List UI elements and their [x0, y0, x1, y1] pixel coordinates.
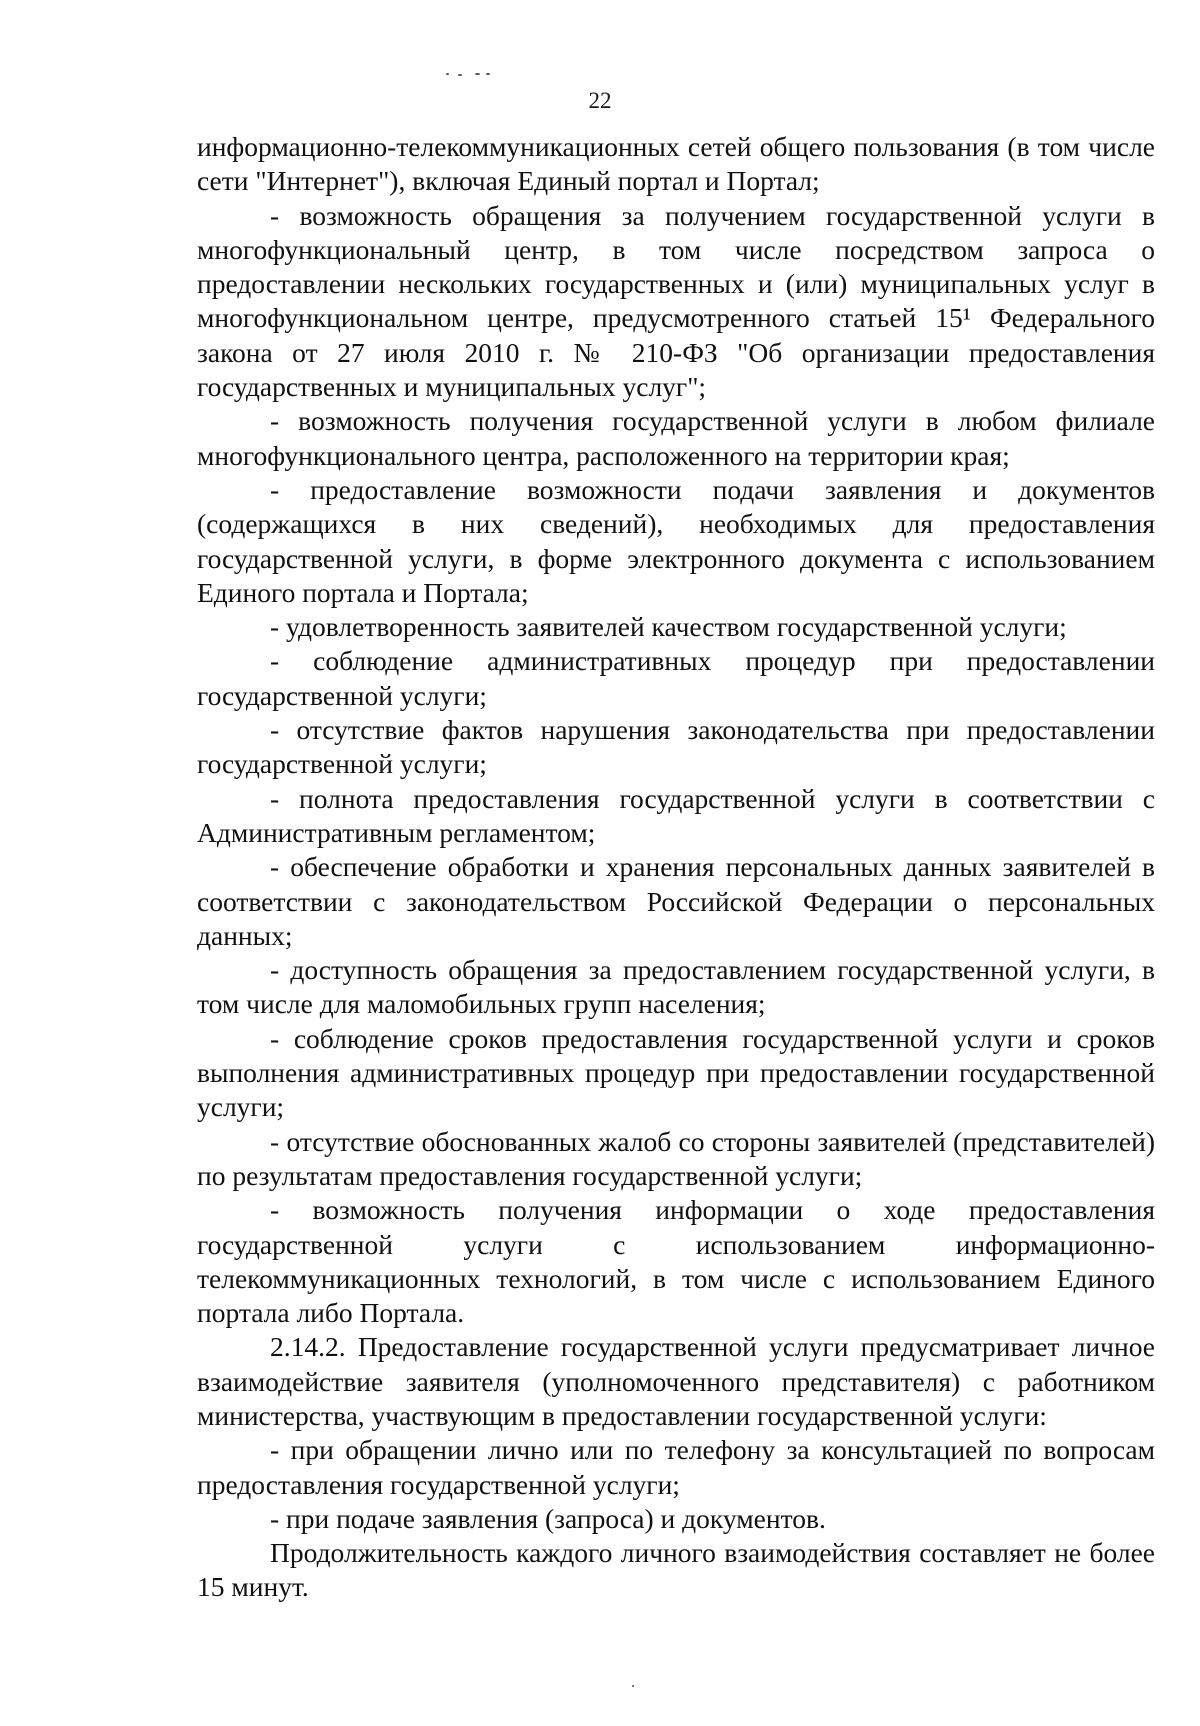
list-item-mfc-access: - возможность обращения за получением государственной услуги в многофункциональный центр, в том числе посредством запроса о предоставлении нескольких государственных и (или) муниципальных услуг в многофункциональном центре, предусмотренного статьей 15¹ Федерального закона от 27 июля 2010 г. № 210-ФЗ "Об организации предоставления государственных и муниципальных услуг";	[197, 199, 1155, 403]
scan-speck	[632, 1685, 634, 1687]
section-2-14-2: 2.14.2. Предоставление государственной услуги предусматривает личное взаимодействие заявителя (уполномоченного представителя) с работником министерства, участвующим в предоставлении государственной услуги:	[197, 1331, 1155, 1431]
list-item-completeness: - полнота предоставления государственной услуги в соответствии с Административным регламентом;	[197, 782, 1155, 848]
list-item-progress-info: - возможность получения информации о ходе предоставления государственной услуги с использованием информационно-телекоммуникационных технологий, в том числе с использованием Единого портала либо Портала.	[197, 1194, 1155, 1329]
list-item-accessibility: - доступность обращения за предоставлением государственной услуги, в том числе для маломобильных групп населения;	[197, 954, 1155, 1020]
list-item-personal-data: - обеспечение обработки и хранения персональных данных заявителей в соответствии с законодательством Российской Федерации о персональных данных;	[197, 851, 1155, 951]
scan-speck	[486, 73, 490, 75]
paragraph-duration: Продолжительность каждого личного взаимодействия составляет не более 15 минут.	[197, 1537, 1155, 1603]
list-item-no-complaints: - отсутствие обоснованных жалоб со стороны заявителей (представителей) по результатам предоставления государственной услуги;	[197, 1125, 1155, 1191]
list-item-electronic-submission: - предоставление возможности подачи заявления и документов (содержащихся в них сведений), необходимых для предоставления государственной услуги, в форме электронного документа с использованием Единого портала и Портала;	[197, 473, 1155, 608]
paragraph-continuation: информационно-телекоммуникационных сетей общего пользования (в том числе сети "Интернет"), включая Единый портал и Портал;	[197, 131, 1155, 197]
page-number: 22	[588, 88, 612, 113]
list-item-no-violations: - отсутствие фактов нарушения законодательства при предоставлении государственной услуги;	[197, 714, 1155, 780]
scan-speck	[475, 73, 480, 75]
list-item-mfc-branch: - возможность получения государственной услуги в любом филиале многофункционального центра, расположенного на территории края;	[197, 405, 1155, 471]
list-item-application: - при подаче заявления (запроса) и документов.	[270, 1502, 826, 1534]
list-item-satisfaction: - удовлетворенность заявителей качеством государственной услуги;	[270, 611, 1067, 643]
scan-speck	[446, 73, 449, 75]
list-item-consultation: - при обращении лично или по телефону за консультацией по вопросам предоставления государственной услуги;	[197, 1434, 1155, 1500]
list-item-procedures: - соблюдение административных процедур при предоставлении государственной услуги;	[197, 645, 1155, 711]
document-body	[197, 130, 1155, 1605]
list-item-deadlines: - соблюдение сроков предоставления государственной услуги и сроков выполнения административных процедур при предоставлении государственной услуги;	[197, 1022, 1155, 1123]
scan-speck	[458, 74, 462, 76]
